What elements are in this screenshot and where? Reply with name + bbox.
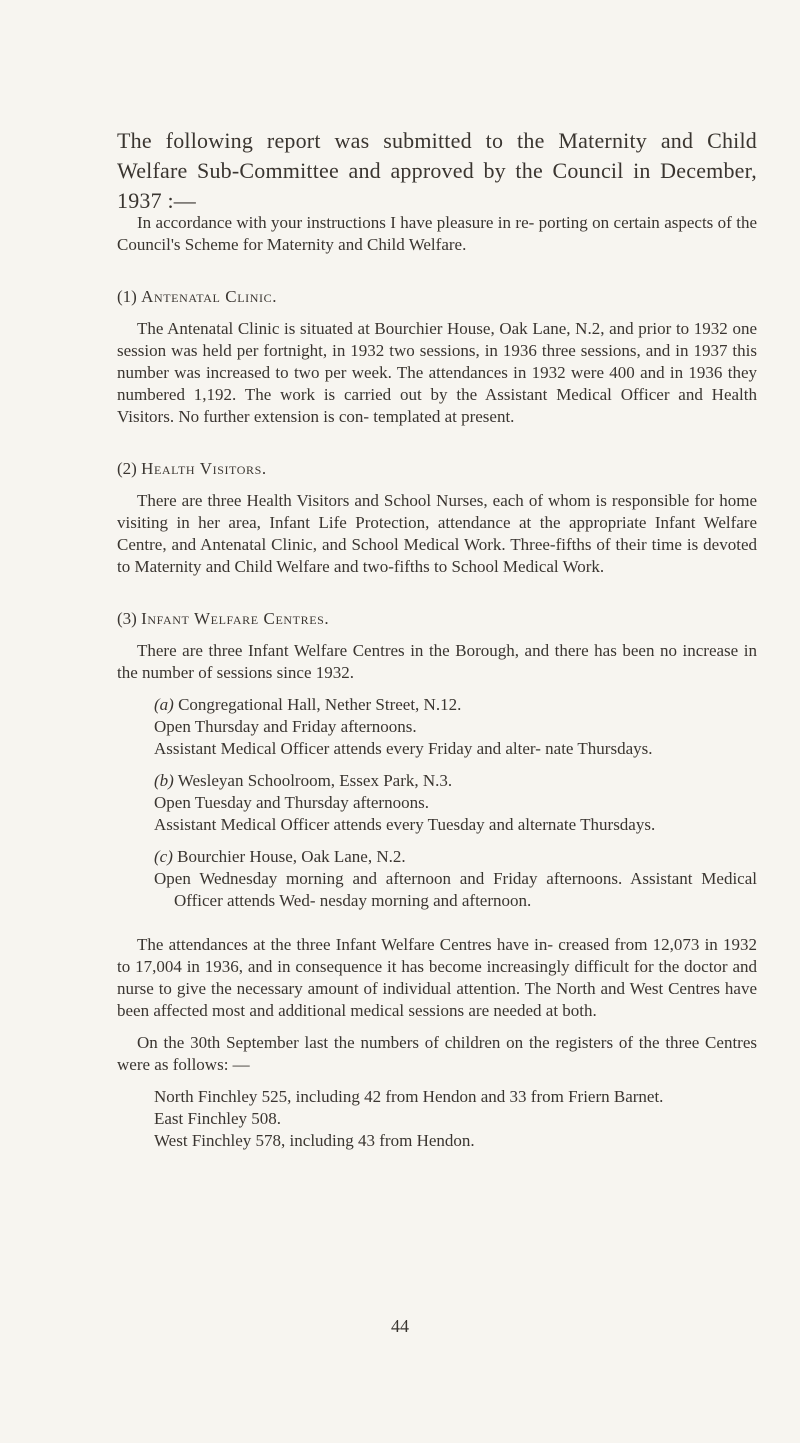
centre-b-details: [154, 792, 757, 836]
registers-intro: On the 30th September last the numbers of children on the registers of the three Centres were as follows: —: [117, 1033, 757, 1074]
centre-a-heading: [154, 694, 757, 716]
report-intro: The following report was submitted to the Maternity and Child Welfare Sub-Committee and approved by the Council in December, 1937 :—: [117, 128, 757, 213]
centre-detail-line: Assistant Medical Officer attends every Friday and alter- nate Thursdays.: [154, 739, 653, 758]
report-body: [117, 212, 757, 1152]
centre-c-heading: [154, 846, 757, 868]
page-number: 44: [391, 1316, 409, 1336]
registers-list: [154, 1086, 757, 1152]
section-heading-infant-welfare: [117, 608, 757, 630]
centre-name: Bourchier House, Oak Lane, N.2.: [177, 847, 406, 866]
opening-paragraph: In accordance with your instructions I have pleasure in re- porting on certain aspects of the Council's Scheme for Maternity and Child Welfare.: [117, 213, 757, 254]
section-title: Infant Welfare Centres.: [141, 609, 330, 628]
section-title: Antenatal Clinic.: [141, 287, 278, 306]
register-entry: North Finchley 525, including 42 from Hendon and 33 from Friern Barnet.: [154, 1087, 664, 1106]
section-number: (1): [117, 287, 137, 306]
health-visitors-paragraph: There are three Health Visitors and School Nurses, each of whom is responsible for home visiting in her area, Infant Life Protection, attendance at the appropriate Infant Welfare Centre, and Antenatal Clinic, and School Medical Work. Three-fifths of their time is devoted to Maternity and Child Welfare and two-fifths to School Medical Work.: [117, 491, 757, 576]
register-entry: East Finchley 508.: [154, 1109, 282, 1128]
section-title: Health Visitors.: [141, 459, 267, 478]
register-entry: West Finchley 578, including 43 from Hendon.: [154, 1131, 475, 1150]
infant-welfare-paragraph: There are three Infant Welfare Centres in the Borough, and there has been no increase in the number of sessions since 1932.: [117, 641, 757, 682]
centre-a-details: [154, 716, 757, 760]
section-heading-health-visitors: [117, 458, 757, 480]
centre-b-heading: [154, 770, 757, 792]
centre-letter: (c): [154, 847, 173, 866]
antenatal-paragraph: The Antenatal Clinic is situated at Bourchier House, Oak Lane, N.2, and prior to 1932 one session was held per fortnight, in 1932 two sessions, in 1936 three sessions, and in 1937 this number was increased to two per week. The attendances in 1932 were 400 and in 1936 they numbered 1,192. The work is carried out by the Assistant Medical Officer and Health Visitors. No further extension is con- templated at present.: [117, 319, 757, 426]
attendances-paragraph: The attendances at the three Infant Welfare Centres have in- creased from 12,073 in 1932 to 17,004 in 1936, and in consequence it has become increasingly difficult for the doctor and nurse to give the necessary amount of individual attention. The North and West Centres have been affected most and additional medical sessions are needed at both.: [117, 935, 757, 1020]
centre-detail-line: Open Wednesday morning and afternoon and Friday afternoons. Assistant Medical Officer attends Wed- nesday morning and afternoon.: [154, 869, 757, 910]
centre-detail-line: Open Tuesday and Thursday afternoons.: [154, 793, 429, 812]
centre-detail-line: Open Thursday and Friday afternoons.: [154, 717, 417, 736]
section-number: (3): [117, 609, 137, 628]
centre-letter: (b): [154, 771, 174, 790]
centre-name: Wesleyan Schoolroom, Essex Park, N.3.: [177, 771, 453, 790]
centre-letter: (a): [154, 695, 174, 714]
section-number: (2): [117, 459, 137, 478]
section-heading-antenatal: [117, 286, 757, 308]
centre-c-details: [154, 868, 757, 912]
centre-name: Congregational Hall, Nether Street, N.12.: [178, 695, 462, 714]
centre-detail-line: Assistant Medical Officer attends every Tuesday and alternate Thursdays.: [154, 815, 656, 834]
